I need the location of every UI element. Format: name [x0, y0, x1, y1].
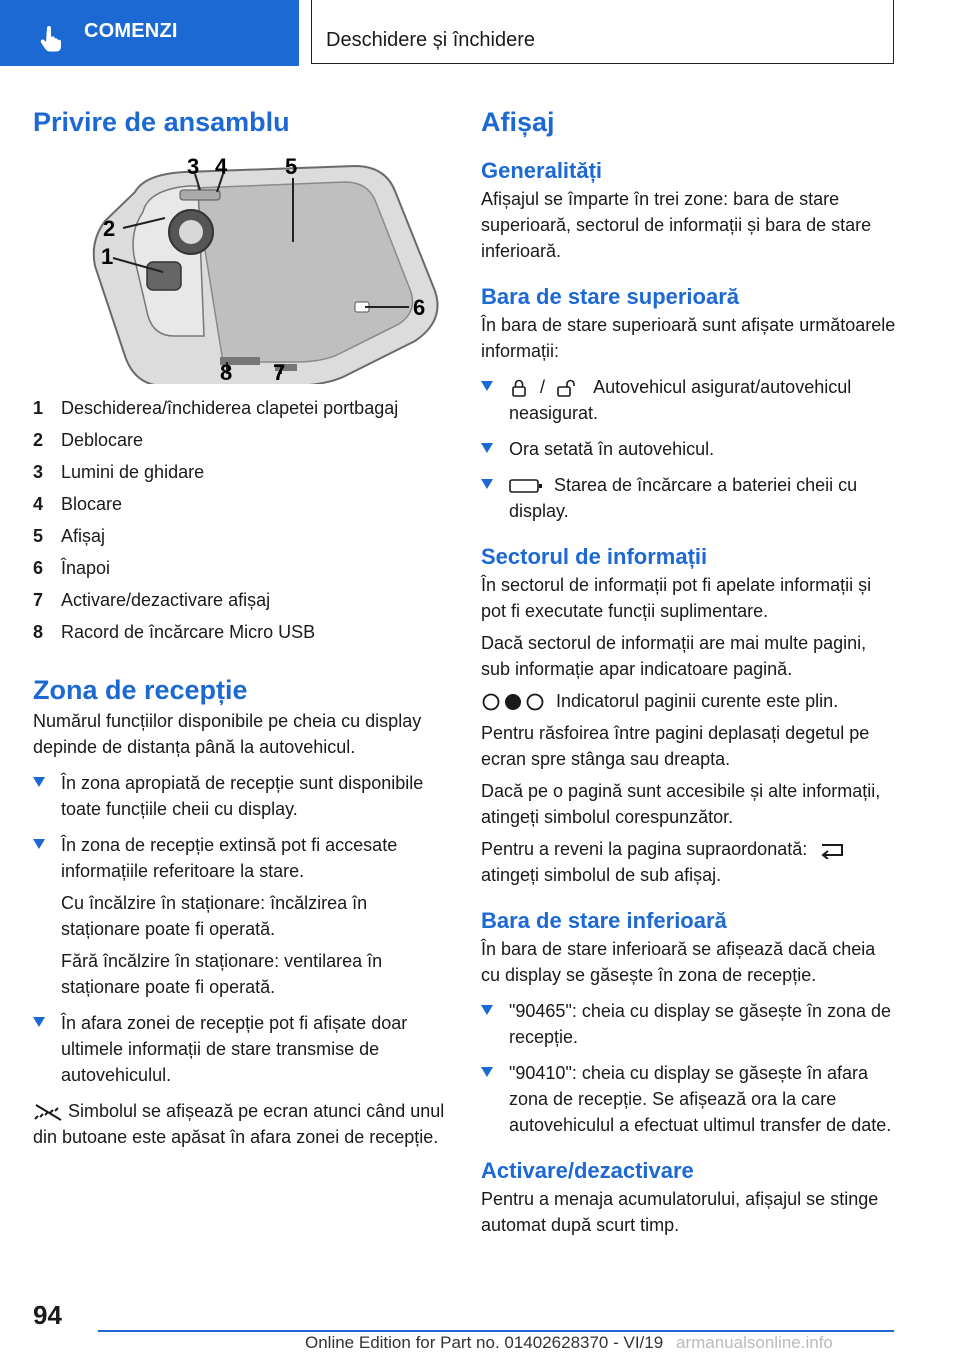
- bullet-triangle-icon: [481, 381, 493, 391]
- legend-text: Deblocare: [61, 429, 144, 450]
- hand-pointer-icon: [40, 26, 62, 52]
- zone-intro: Numărul funcțiilor disponibile pe cheia cu display depinde de distanța până la autovehicul.: [33, 711, 422, 757]
- symbol-note: [33, 1098, 448, 1150]
- callout-3: 3: [187, 154, 200, 179]
- callout-8: 8: [220, 360, 233, 384]
- list-item-text: În zona apropiată de recepție sunt disponibile toate funcțiile cheii cu display.: [61, 773, 424, 819]
- list-item: [33, 832, 448, 884]
- list-item: [481, 374, 899, 426]
- legend-text: Înapoi: [61, 557, 111, 578]
- legend-text: Lumini de ghidare: [61, 461, 205, 482]
- bottom-bar-list: [481, 998, 899, 1138]
- list-item-text: În afara zonei de recepție pot fi afișate doar ultimele informații de stare transmise de autovehiculul.: [61, 1013, 408, 1085]
- legend-number: 4: [33, 493, 44, 514]
- legend-item: [33, 424, 448, 456]
- legend-number: 6: [33, 557, 44, 578]
- legend-item: [33, 488, 448, 520]
- chapter-label: COMENZI: [84, 20, 178, 42]
- list-item-text: Ora setată în autovehicul.: [509, 439, 715, 459]
- no-signal-icon: [33, 1103, 63, 1121]
- list-item-text: În zona de recepție extinsă pot fi accesate informațiile referitoare la stare.: [61, 835, 398, 881]
- callout-5: 5: [285, 154, 298, 179]
- legend-item: [33, 552, 448, 584]
- section-label: Deschidere și închidere: [326, 29, 535, 51]
- bullet-triangle-icon: [33, 1017, 45, 1027]
- bullet-triangle-icon: [481, 1005, 493, 1015]
- list-item: [481, 472, 899, 524]
- bullet-triangle-icon: [481, 443, 493, 453]
- list-item-text: Starea de încărcare a bateriei cheii cu display.: [509, 475, 858, 521]
- callout-4: 4: [215, 154, 228, 179]
- heading-info-sector: Sectorul de informații: [481, 544, 708, 569]
- bullet-triangle-icon: [481, 479, 493, 489]
- activation-text: Pentru a menaja acumulatorului, afișajul se stinge automat după scurt timp.: [481, 1189, 879, 1235]
- top-bar-intro: În bara de stare superioară sunt afișate următoarele informații:: [481, 315, 896, 361]
- bullet-triangle-icon: [33, 839, 45, 849]
- info-text-3: Indicatorul paginii curente este plin.: [556, 691, 839, 711]
- legend-number: 5: [33, 525, 44, 546]
- callout-2: 2: [103, 216, 116, 241]
- legend-text: Afișaj: [61, 525, 106, 546]
- info-text-6b: atingeți simbolul de sub afișaj.: [481, 865, 722, 885]
- legend-number: 1: [33, 397, 44, 418]
- list-item-text: Autovehicul asigurat/autovehicul neasigurat.: [509, 377, 852, 423]
- display-key-drawing: [65, 152, 445, 384]
- zone-bullet-list: [33, 770, 448, 884]
- list-item: [481, 1060, 899, 1138]
- watermark-text: armanualsonline.info: [676, 1333, 833, 1352]
- heading-top-status-bar: Bara de stare superioară: [481, 284, 740, 309]
- info-text-5: Dacă pe o pagină sunt accesibile și alte informații, atingeți simbolul corespunzător.: [481, 781, 881, 827]
- legend-item: [33, 520, 448, 552]
- list-item: [33, 1010, 448, 1088]
- bottom-bar-intro: În bara de stare inferioară se afișează dacă cheia cu display se găsește în zona de recepție.: [481, 939, 876, 985]
- back-arrow-icon: [818, 841, 846, 859]
- heading-display: Afișaj: [481, 107, 555, 137]
- top-bar-list: [481, 374, 899, 524]
- legend-number: 7: [33, 589, 44, 610]
- icon-separator: /: [540, 377, 546, 397]
- callout-1: 1: [101, 244, 114, 269]
- legend-item: [33, 584, 448, 616]
- info-text-4: Pentru răsfoirea între pagini deplasați degetul pe ecran spre stânga sau dreapta.: [481, 723, 870, 769]
- heading-reception-zone: Zona de recepție: [33, 675, 248, 705]
- heading-overview: Privire de ansamblu: [33, 107, 290, 137]
- callout-7: 7: [273, 360, 286, 384]
- legend-text: Deschiderea/închiderea clapetei portbagaj: [61, 397, 399, 418]
- right-column: [481, 100, 899, 1238]
- legend-number: 2: [33, 429, 44, 450]
- heading-activation: Activare/dezactivare: [481, 1158, 694, 1183]
- legend-item: [33, 392, 448, 424]
- heading-general: Generalități: [481, 158, 603, 183]
- chapter-tab[interactable]: [0, 0, 299, 66]
- lock-open-icon: [556, 378, 582, 398]
- legend-item: [33, 616, 448, 648]
- callout-6: 6: [413, 295, 426, 320]
- list-item: [481, 998, 899, 1050]
- bullet-triangle-icon: [33, 777, 45, 787]
- battery-icon: [509, 478, 543, 494]
- heading-bottom-status-bar: Bara de stare inferioară: [481, 908, 727, 933]
- legend-list: [33, 392, 448, 648]
- page-number: 94: [33, 1300, 62, 1330]
- legend-text: Blocare: [61, 493, 123, 514]
- zone-sub-note-1: Cu încălzire în staționare: încălzirea în staționare poate fi operată.: [61, 893, 368, 939]
- info-text-6a: Pentru a reveni la pagina supraordonată:: [481, 839, 808, 859]
- legend-text: Racord de încărcare Micro USB: [61, 621, 316, 642]
- info-text-2: Dacă sectorul de informații are mai multe pagini, sub informație apar indicatoare pagină.: [481, 633, 867, 679]
- page-header: [0, 0, 960, 66]
- page-indicator-icon: [481, 692, 547, 712]
- info-text-1: În sectorul de informații pot fi apelate informații și pot fi executate funcții suplimentare.: [481, 575, 872, 621]
- page-indicator-note: [481, 688, 899, 714]
- legend-item: [33, 456, 448, 488]
- zone-sub-note-2: Fără încălzire în staționare: ventilarea în staționare poate fi operată.: [61, 951, 383, 997]
- general-text: Afișajul se împarte în trei zone: bara de stare superioară, sectorul de informații și bara de stare inferioară.: [481, 189, 872, 261]
- key-illustration: [65, 152, 445, 384]
- list-item-text: "90465": cheia cu display se găsește în zona de recepție.: [509, 1001, 892, 1047]
- left-column: [33, 100, 448, 1150]
- edition-note: Online Edition for Part no. 01402628370 - VI/19: [305, 1333, 664, 1352]
- bullet-triangle-icon: [481, 1067, 493, 1077]
- footer-divider: [98, 1330, 894, 1332]
- list-item-text: "90410": cheia cu display se găsește în afara zona de recepție. Se afișează ora la care autovehiculul a efectuat ultimul transfer de date.: [509, 1063, 892, 1135]
- list-item: [481, 436, 899, 462]
- info-text-6: [481, 836, 899, 888]
- symbol-note-text: Simbolul se afișează pe ecran atunci când unul din butoane este apăsat în afara zonei de recepție.: [33, 1101, 445, 1147]
- zone-bullet-list-2: [33, 1010, 448, 1088]
- lock-closed-icon: [509, 378, 529, 398]
- legend-text: Activare/dezactivare afișaj: [61, 589, 271, 610]
- list-item: [33, 770, 448, 822]
- legend-number: 8: [33, 621, 44, 642]
- section-header: [311, 0, 894, 64]
- legend-number: 3: [33, 461, 44, 482]
